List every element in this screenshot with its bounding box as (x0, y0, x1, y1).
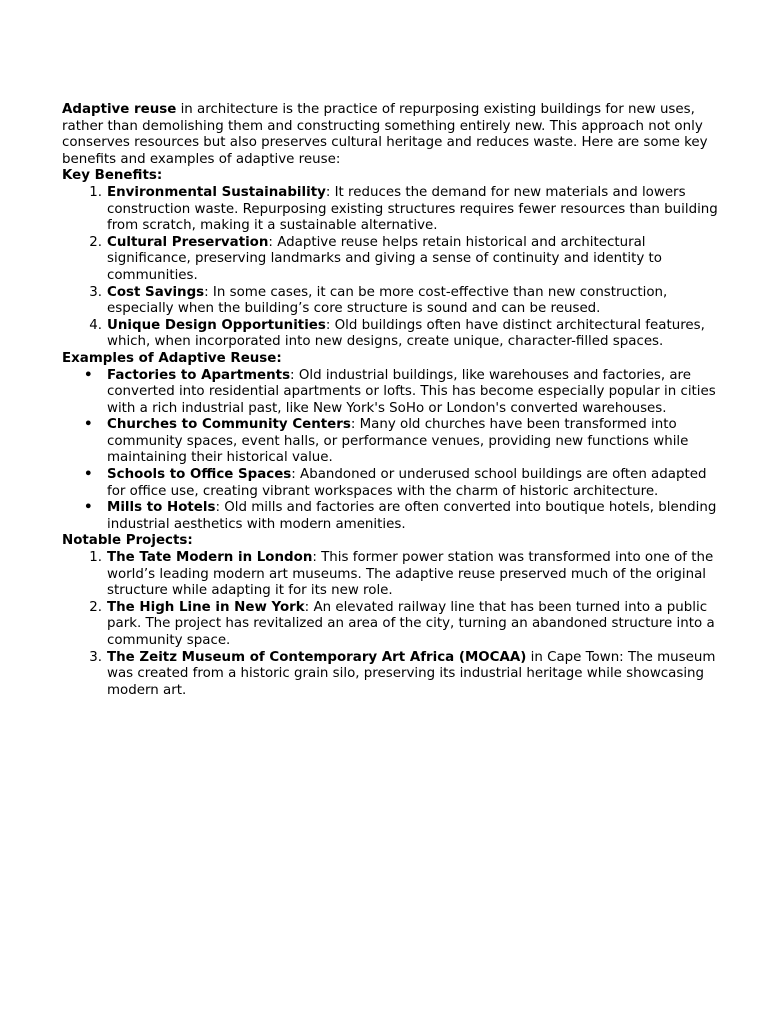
list-item (62, 318, 722, 351)
notable-projects-heading: Notable Projects: (62, 533, 193, 549)
key-benefits-list (62, 185, 722, 351)
bullet-icon: • (84, 367, 93, 383)
item-title: Factories to Apartments (107, 367, 291, 383)
key-benefits-heading: Key Benefits: (62, 168, 163, 184)
list-item (62, 467, 722, 500)
list-item (62, 185, 722, 235)
item-text: : Many old churches have been transformed into community spaces, event halls, or performance venues, providing new functions while maintaining their historical value. (107, 417, 689, 466)
list-item (62, 650, 722, 700)
bullet-icon: • (84, 417, 93, 433)
item-text: : Old buildings often have distinct architectural features, which, when incorporated into new designs, create unique, character-filled spaces. (107, 317, 705, 350)
list-item (62, 500, 722, 533)
item-text: : In some cases, it can be more cost-effective than new construction, especially when the building’s core structure is sound and can be reused. (107, 284, 668, 317)
item-text: : Adaptive reuse helps retain historical and architectural significance, preserving landmarks and giving a sense of continuity and identity to communities. (107, 234, 662, 283)
item-title: Cultural Preservation (107, 234, 269, 250)
list-marker: 1. (89, 550, 102, 566)
list-marker: 2. (89, 599, 102, 615)
list-item (62, 235, 722, 285)
examples-list (62, 368, 722, 534)
bullet-icon: • (84, 467, 93, 483)
intro-text: in architecture is the practice of repurposing existing buildings for new uses, rather than demolishing them and constructing something entirely new. This approach not only conserves resources but also preserves cultural heritage and reduces waste. Here are some key benefits and examples of adaptive reuse: (62, 102, 708, 167)
item-title: Churches to Community Centers (107, 417, 351, 433)
item-text: : An elevated railway line that has been turned into a public park. The project has revitalized an area of the city, turning an abandoned structure into a community space. (107, 599, 715, 648)
item-text: : It reduces the demand for new materials and lowers construction waste. Repurposing existing structures requires fewer resources than building from scratch, making it a sustainable alternative. (107, 184, 718, 234)
item-text: : Old industrial buildings, like warehouses and factories, are converted into residential apartments or lofts. This has become especially popular in cities with a rich industrial past, like New York's SoHo or London's converted warehouses. (107, 367, 716, 416)
bullet-icon: • (84, 500, 93, 516)
item-text: : Abandoned or underused school buildings are often adapted for office use, creating vibrant workspaces with the charm of historic architecture. (107, 467, 707, 499)
list-marker: 4. (89, 317, 102, 333)
item-title: Schools to Office Spaces (107, 467, 292, 483)
document-page (62, 102, 722, 699)
list-item (62, 368, 722, 418)
item-title: The High Line in New York (107, 599, 305, 615)
item-text: : Old mills and factories are often converted into boutique hotels, blending industrial aesthetics with modern amenities. (107, 500, 717, 532)
examples-heading: Examples of Adaptive Reuse: (62, 350, 282, 366)
item-text: in Cape Town: The museum was created from a historic grain silo, preserving its industrial heritage while showcasing modern art. (107, 649, 716, 698)
item-title: Mills to Hotels (107, 500, 216, 516)
item-text: : This former power station was transformed into one of the world’s leading modern art museums. The adaptive reuse preserved much of the original structure while adapting it for its new role. (107, 550, 714, 599)
list-item (62, 285, 722, 318)
notable-projects-list (62, 550, 722, 699)
intro-paragraph (62, 102, 722, 168)
list-item (62, 550, 722, 600)
item-title: Cost Savings (107, 284, 205, 300)
item-title: The Tate Modern in London (107, 550, 313, 566)
item-title: Environmental Sustainability (107, 184, 326, 200)
list-item (62, 417, 722, 467)
list-marker: 1. (89, 184, 102, 200)
item-title: The Zeitz Museum of Contemporary Art Africa (MOCAA) (107, 649, 527, 665)
list-item (62, 600, 722, 650)
intro-term: Adaptive reuse (62, 102, 177, 117)
list-marker: 2. (89, 234, 102, 250)
item-title: Unique Design Opportunities (107, 317, 326, 333)
list-marker: 3. (89, 284, 102, 300)
list-marker: 3. (89, 649, 102, 665)
